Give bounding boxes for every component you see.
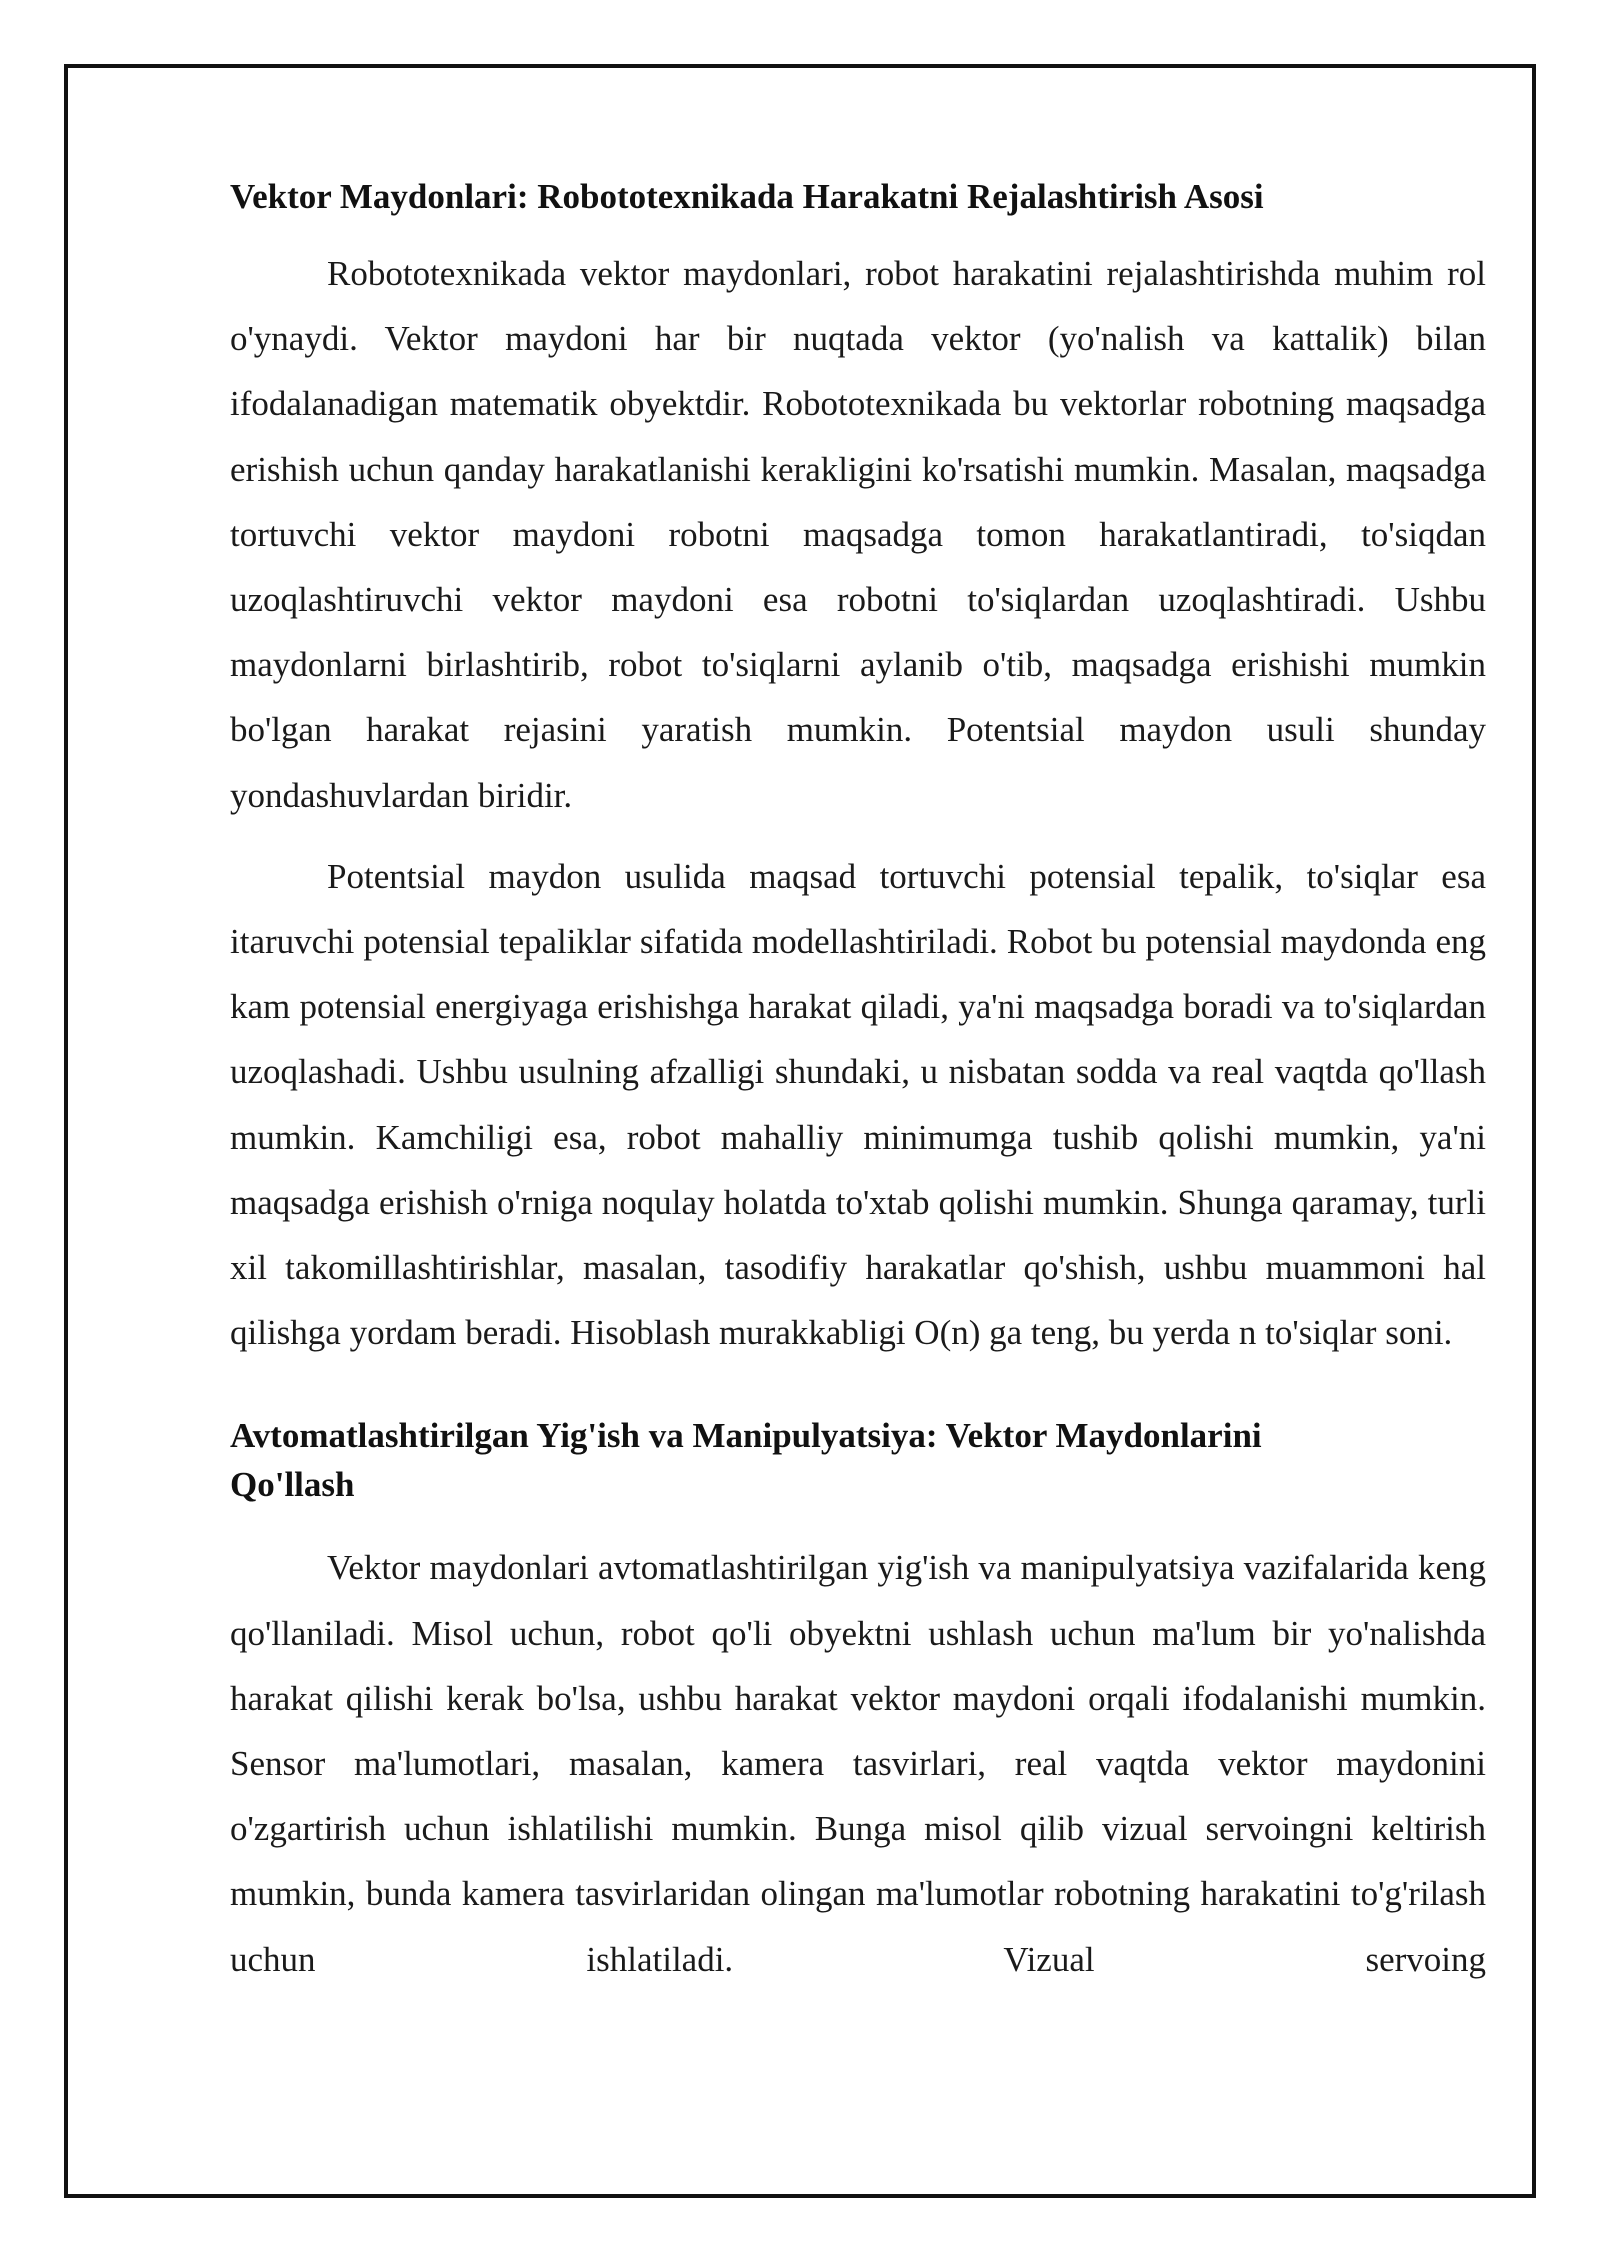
document-body — [230, 172, 1486, 2008]
paragraph-automated-assembly: Vektor maydonlari avtomatlashtirilgan yig'ish va manipulyatsiya vazifalarida keng qo'llaniladi. Misol uchun, robot qo'li obyektni ushlash uchun ma'lum bir yo'nalishda harakat qilishi kerak bo'lsa, ushbu harakat vektor maydoni orqali ifodalanishi mumkin. Sensor ma'lumotlari, masalan, kamera tasvirlari, real vaqtda vektor maydonini o'zgartirish uchun ishlatilishi mumkin. Bunga misol qilib vizual servoingni keltirish mumkin, bunda kamera tasvirlaridan olingan ma'lumotlar robotning harakatini to'g'rilash uchun ishlatiladi. Vizual servoing — [230, 1548, 1486, 1979]
section-heading-vector-fields: Vektor Maydonlari: Robototexnikada Harakatni Rejalashtirish Asosi — [230, 177, 1264, 216]
paragraph-potential-field-method: Potentsial maydon usulida maqsad tortuvchi potensial tepalik, to'siqlar esa itaruvchi potensial tepaliklar sifatida modellashtiriladi. Robot bu potensial maydonda eng kam potensial energiyaga erishishga harakat qiladi, ya'ni maqsadga boradi va to'siqlardan uzoqlashadi. Ushbu usulning afzalligi shundaki, u nisbatan sodda va real vaqtda qo'llash mumkin. Kamchiligi esa, robot mahalliy minimumga tushib qolishi mumkin, ya'ni maqsadga erishish o'rniga noqulay holatda to'xtab qolishi mumkin. Shunga qaramay, turli xil takomillashtirishlar, masalan, tasodifiy harakatlar qo'shish, ushbu muammoni hal qilishga yordam beradi. Hisoblash murakkabligi O(n) ga teng, bu yerda n to'siqlar soni. — [230, 856, 1486, 1353]
section-heading-automated-assembly: Avtomatlashtirilgan Yig'ish va Manipulyatsiya: Vektor Maydonlarini Qo'llash — [230, 1416, 1262, 1505]
paragraph-vector-fields-intro: Robototexnikada vektor maydonlari, robot harakatini rejalashtirishda muhim rol o'ynaydi. Vektor maydoni har bir nuqtada vektor (yo'nalish va kattalik) bilan ifodalanadigan matematik obyektdir. Robototexnikada bu vektorlar robotning maqsadga erishish uchun qanday harakatlanishi kerakligini ko'rsatishi mumkin. Masalan, maqsadga tortuvchi vektor maydoni robotni maqsadga tomon harakatlantiradi, to'siqdan uzoqlashtiruvchi vektor maydoni esa robotni to'siqlardan uzoqlashtiradi. Ushbu maydonlarni birlashtirib, robot to'siqlarni aylanib o'tib, maqsadga erishishi mumkin bo'lgan harakat rejasini yaratish mumkin. Potentsial maydon usuli shunday yondashuvlardan biridir. — [230, 254, 1486, 815]
